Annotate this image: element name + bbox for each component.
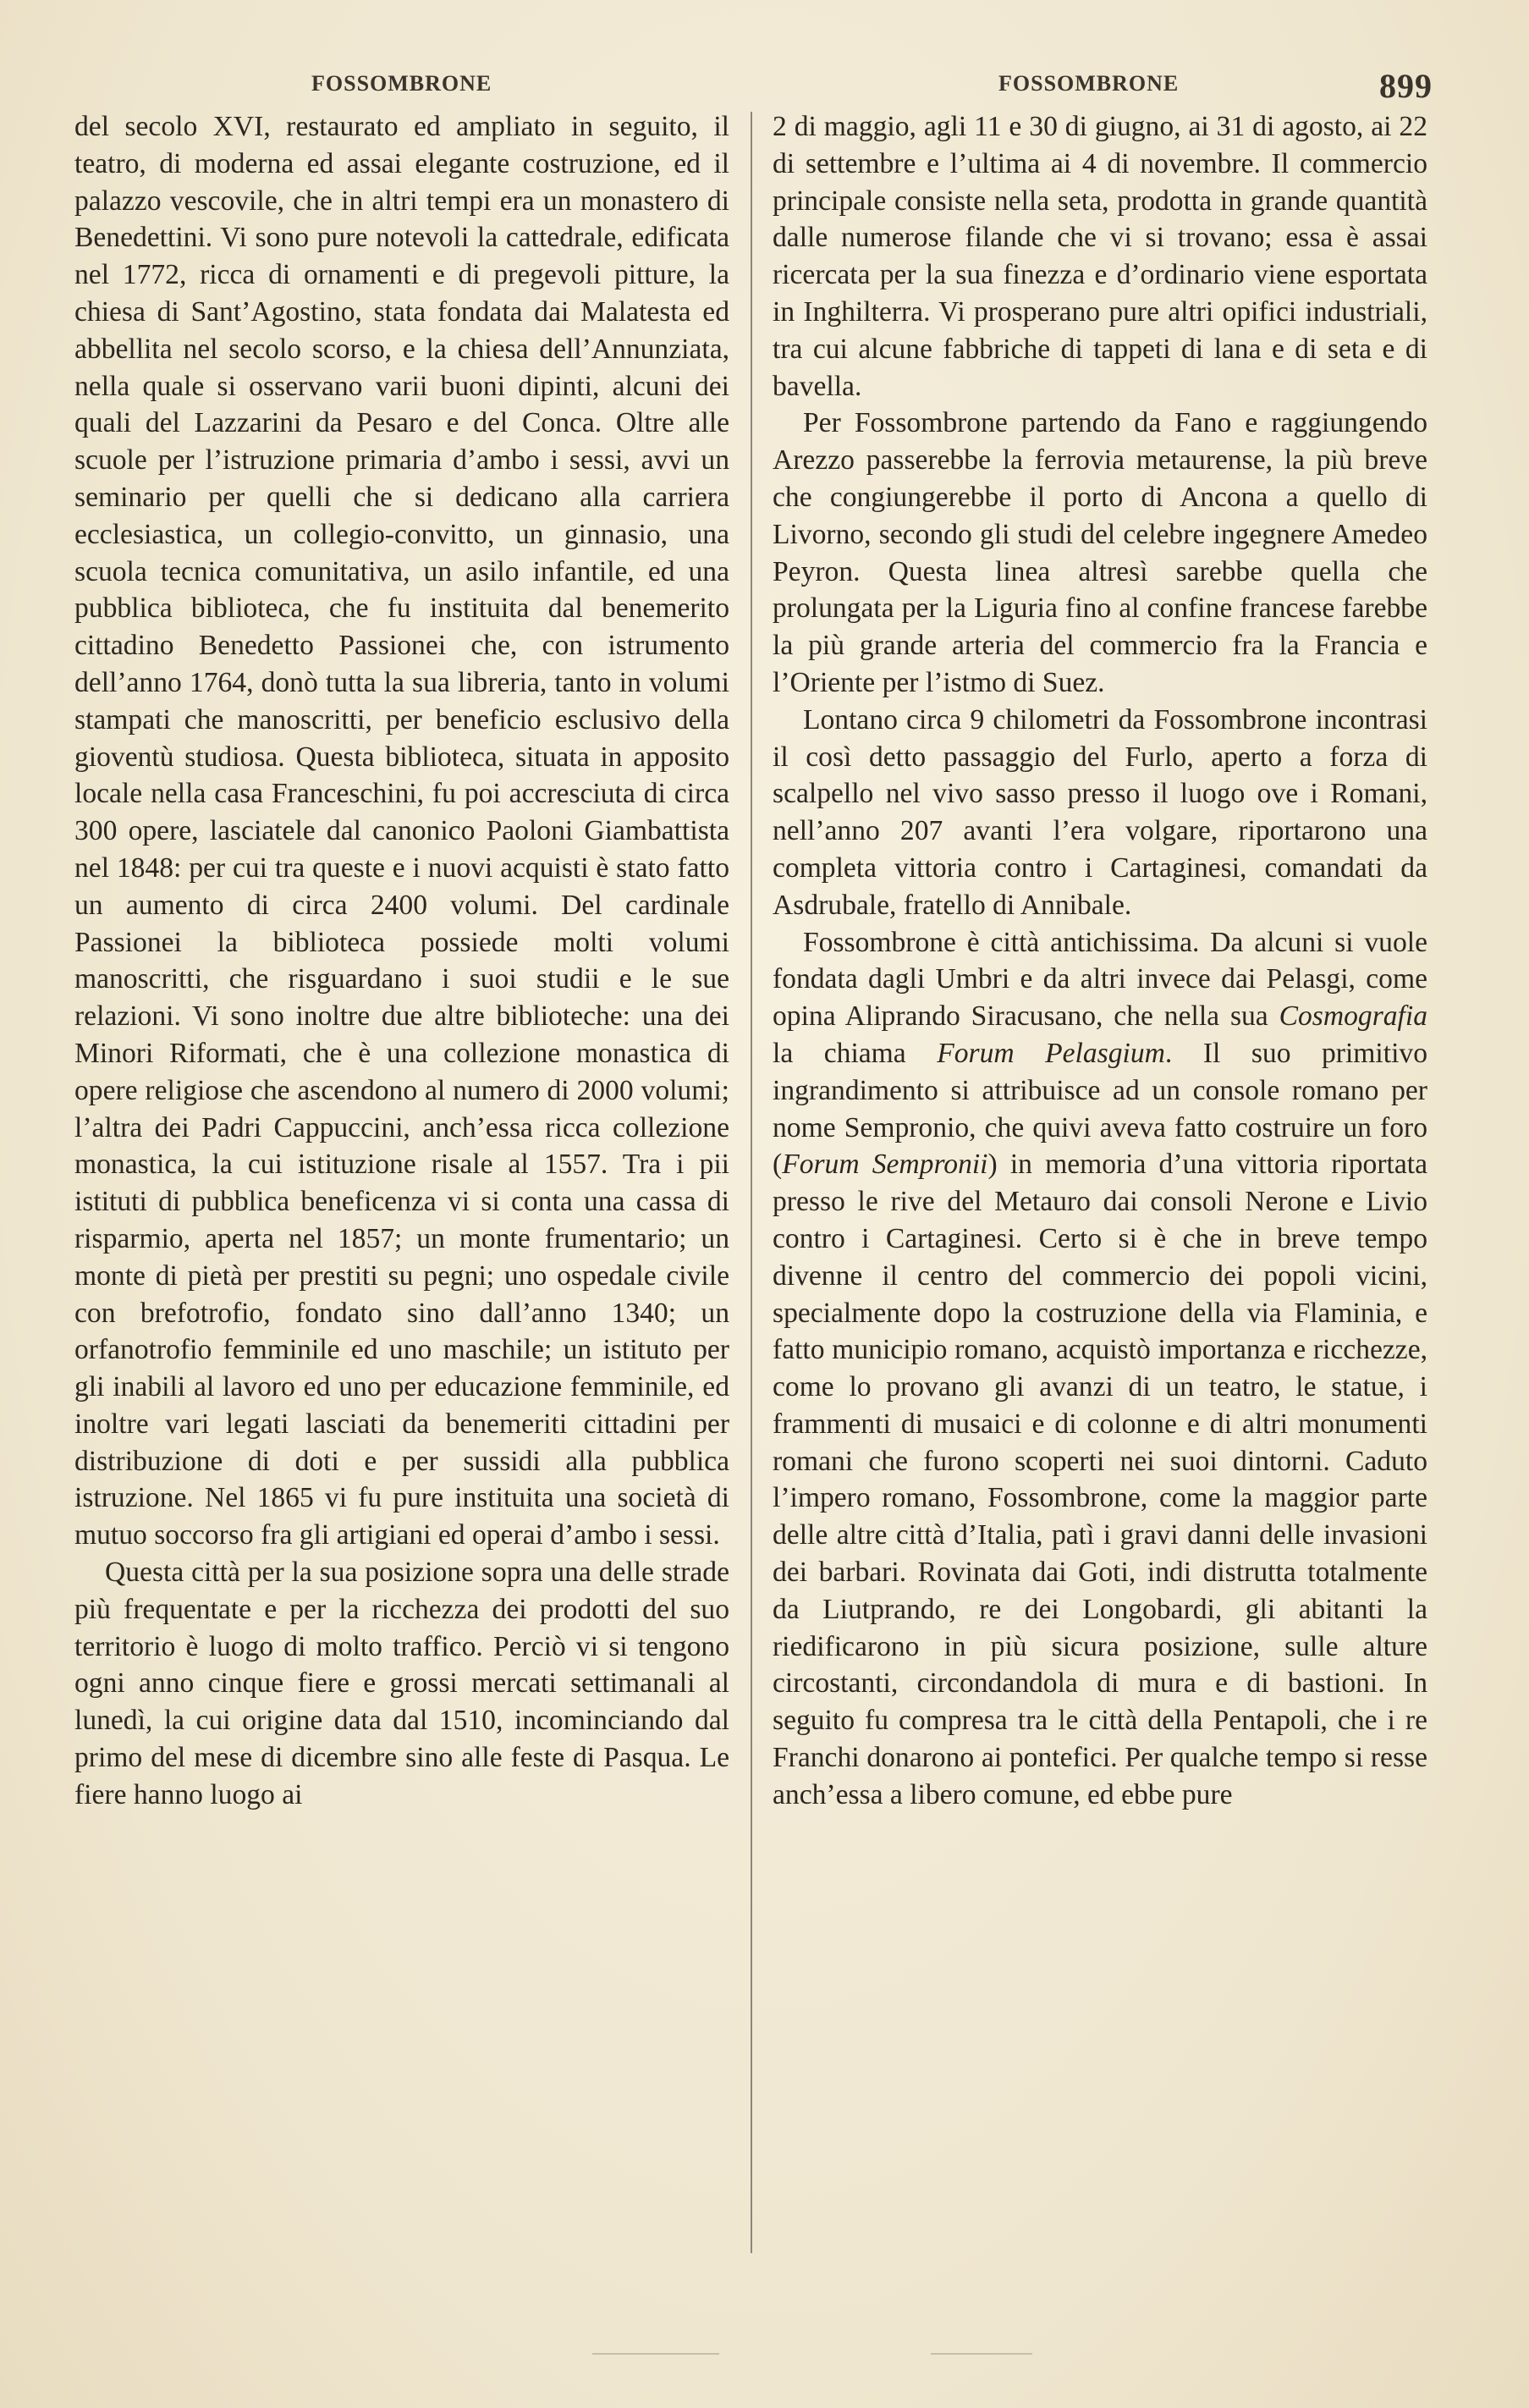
left-paragraph-2: Questa città per la sua posizione sopra una delle strade più frequentate e per la ricchezza dei prodotti del suo territorio è luogo di molto traffico. Perciò vi si tengono ogni anno cinque fiere e grossi mercati settimanali al lunedì, la cui origine data dal 1510, incominciando dal primo del mese di dicembre sino alle feste di Pasqua. Le fiere hanno luogo ai: [74, 1557, 729, 1810]
footer-rule-left: [592, 2353, 719, 2355]
right-paragraph-1: 2 di maggio, agli 11 e 30 di giugno, ai 31 di agosto, ai 22 di settembre e l’ultima ai 4 di novembre. Il commercio principale consiste nella seta, prodotta in grande quantità dalle numerose filande che vi si trovano; essa è assai ricercata per la sua finezza e d’ordinario viene esportata in Inghilterra. Vi prosperano pure altri opifici industriali, tra cui alcune fabbriche di tappeti di lana e di seta e di bavella.: [773, 111, 1427, 402]
p4-italic-forum-pelasgium: Forum Pelasgium: [937, 1037, 1165, 1069]
running-head-left: FOSSOMBRONE: [311, 71, 492, 96]
p4-text-d: ) in memoria d’una vittoria riportata presso le rive del Metauro dai consoli Nerone e Livio contro i Cartaginesi. Certo si è che in breve tempo divenne il centro del commercio dei popoli vicini, specialmente dopo la costruzione della via Flaminia, e fatto municipio romano, acquistò importanza e ricchezze, come lo provano gli avanzi di un teatro, le statue, i frammenti di musaici e di colonne e di altri monumenti romani che furono scoperti nei suoi dintorni. Caduto l’impero romano, Fossombrone, come la maggior parte delle altre città d’Italia, patì i gravi danni delle invasioni dei barbari. Rovinata dai Goti, indi distrutta totalmente da Liutprando, re dei Longobardi, gli abitanti la riedificarono in più sicura posizione, sulle alture circostanti, circondandola di mura e di bastioni. In seguito fu compresa tra le città della Pentapoli, che i re Franchi donarono ai pontefici. Per qualche tempo si resse anch’essa a libero comune, ed ebbe pure: [773, 1149, 1427, 1810]
left-paragraph-1: del secolo XVI, restaurato ed ampliato in seguito, il teatro, di moderna ed assai elegante costruzione, ed il palazzo vescovile, che in altri tempi era un monastero di Benedettini. Vi sono pure notevoli la cattedrale, edificata nel 1772, ricca di ornamenti e di pregevoli pitture, la chiesa di Sant’Agostino, stata fondata dai Malatesta ed abbellita nel secolo scorso, e la chiesa dell’Annunziata, nella quale si osservano varii buoni dipinti, alcuni dei quali del Lazzarini da Pesaro e del Conca. Oltre alle scuole per l’istruzione primaria d’ambo i sessi, avvi un seminario per quelli che si dedicano alla carriera ecclesiastica, un collegio-convitto, un ginnasio, una scuola tecnica comunitativa, un asilo infantile, ed una pubblica biblioteca, che fu instituita dal benemerito cittadino Benedetto Passionei che, con istrumento dell’anno 1764, donò tutta la sua libreria, tanto in volumi stampati che manoscritti, per beneficio esclusivo della gioventù studiosa. Questa biblioteca, situata in apposito locale nella casa Franceschini, fu poi accresciuta di circa 300 opere, lasciatele dal canonico Paoloni Giambattista nel 1848: per cui tra queste e i nuovi acquisti è stato fatto un aumento di circa 2400 volumi. Del cardinale Passionei la biblioteca possiede molti volumi manoscritti, che risguardano i suoi studii e le sue relazioni. Vi sono inoltre due altre biblioteche: una dei Minori Riformati, che è una collezione monastica di opere religiose che ascendono al numero di 2000 volumi; l’altra dei Padri Cappuccini, anch’essa ricca collezione monastica, la cui istituzione risale al 1557. Tra i pii istituti di pubblica beneficenza vi si conta una cassa di risparmio, aperta nel 1857; un monte frumentario; un monte di pietà per prestiti su pegni; uno ospedale civile con brefotrofio, fondato sino dall’anno 1340; un orfanotrofio femminile ed uno maschile; un istituto per gli inabili al lavoro ed uno per educazione femminile, ed inoltre vari legati lasciati da benemeriti cittadini per distribuzione di doti e per sussidi alla pubblica istruzione. Nel 1865 vi fu pure instituita una società di mutuo soccorso fra gli artigiani ed operai d’ambo i sessi.: [74, 111, 729, 1551]
p4-italic-cosmografia: Cosmografia: [1279, 1000, 1427, 1033]
right-paragraph-2: Per Fossombrone partendo da Fano e raggiungendo Arezzo passerebbe la ferrovia metaurense, la più breve che congiungerebbe il porto di Ancona a quello di Livorno, secondo gli studi del celebre ingegnere Amedeo Peyron. Questa linea altresì sarebbe quella che prolungata per la Liguria fino al confine francese farebbe la più grande arteria del commercio fra la Francia e l’Oriente per l’istmo di Suez.: [773, 407, 1427, 698]
left-column: [74, 108, 729, 1814]
running-head-right: FOSSOMBRONE: [998, 71, 1180, 96]
page-number: 899: [1379, 67, 1433, 105]
p4-text-a: Fossombrone è città antichissima. Da alcuni si vuole fondata dagli Umbri e da altri invece dai Pelasgi, come opina Aliprando Siracusano, che nella sua: [773, 926, 1427, 1033]
p4-text-b: la chiama: [773, 1037, 938, 1069]
footer-rule-right: [931, 2353, 1032, 2355]
p4-text-c: . Il suo primitivo ingrandimento si attribuisce ad un console romano per nome Sempronio, che quivi aveva fatto costruire un foro (: [773, 1037, 1427, 1181]
right-paragraph-4: [773, 924, 1427, 1814]
p4-italic-forum-sempronii: Forum Sempronii: [782, 1149, 988, 1181]
right-paragraph-3: Lontano circa 9 chilometri da Fossombrone incontrasi il così detto passaggio del Furlo, aperto a forza di scalpello nel vivo sasso presso il luogo ove i Romani, nell’anno 207 avanti l’era volgare, riportarono una completa vittoria contro i Cartaginesi, comandati da Asdrubale, fratello di Annibale.: [773, 703, 1427, 921]
right-column: [773, 108, 1427, 1814]
column-divider: [751, 112, 752, 2253]
